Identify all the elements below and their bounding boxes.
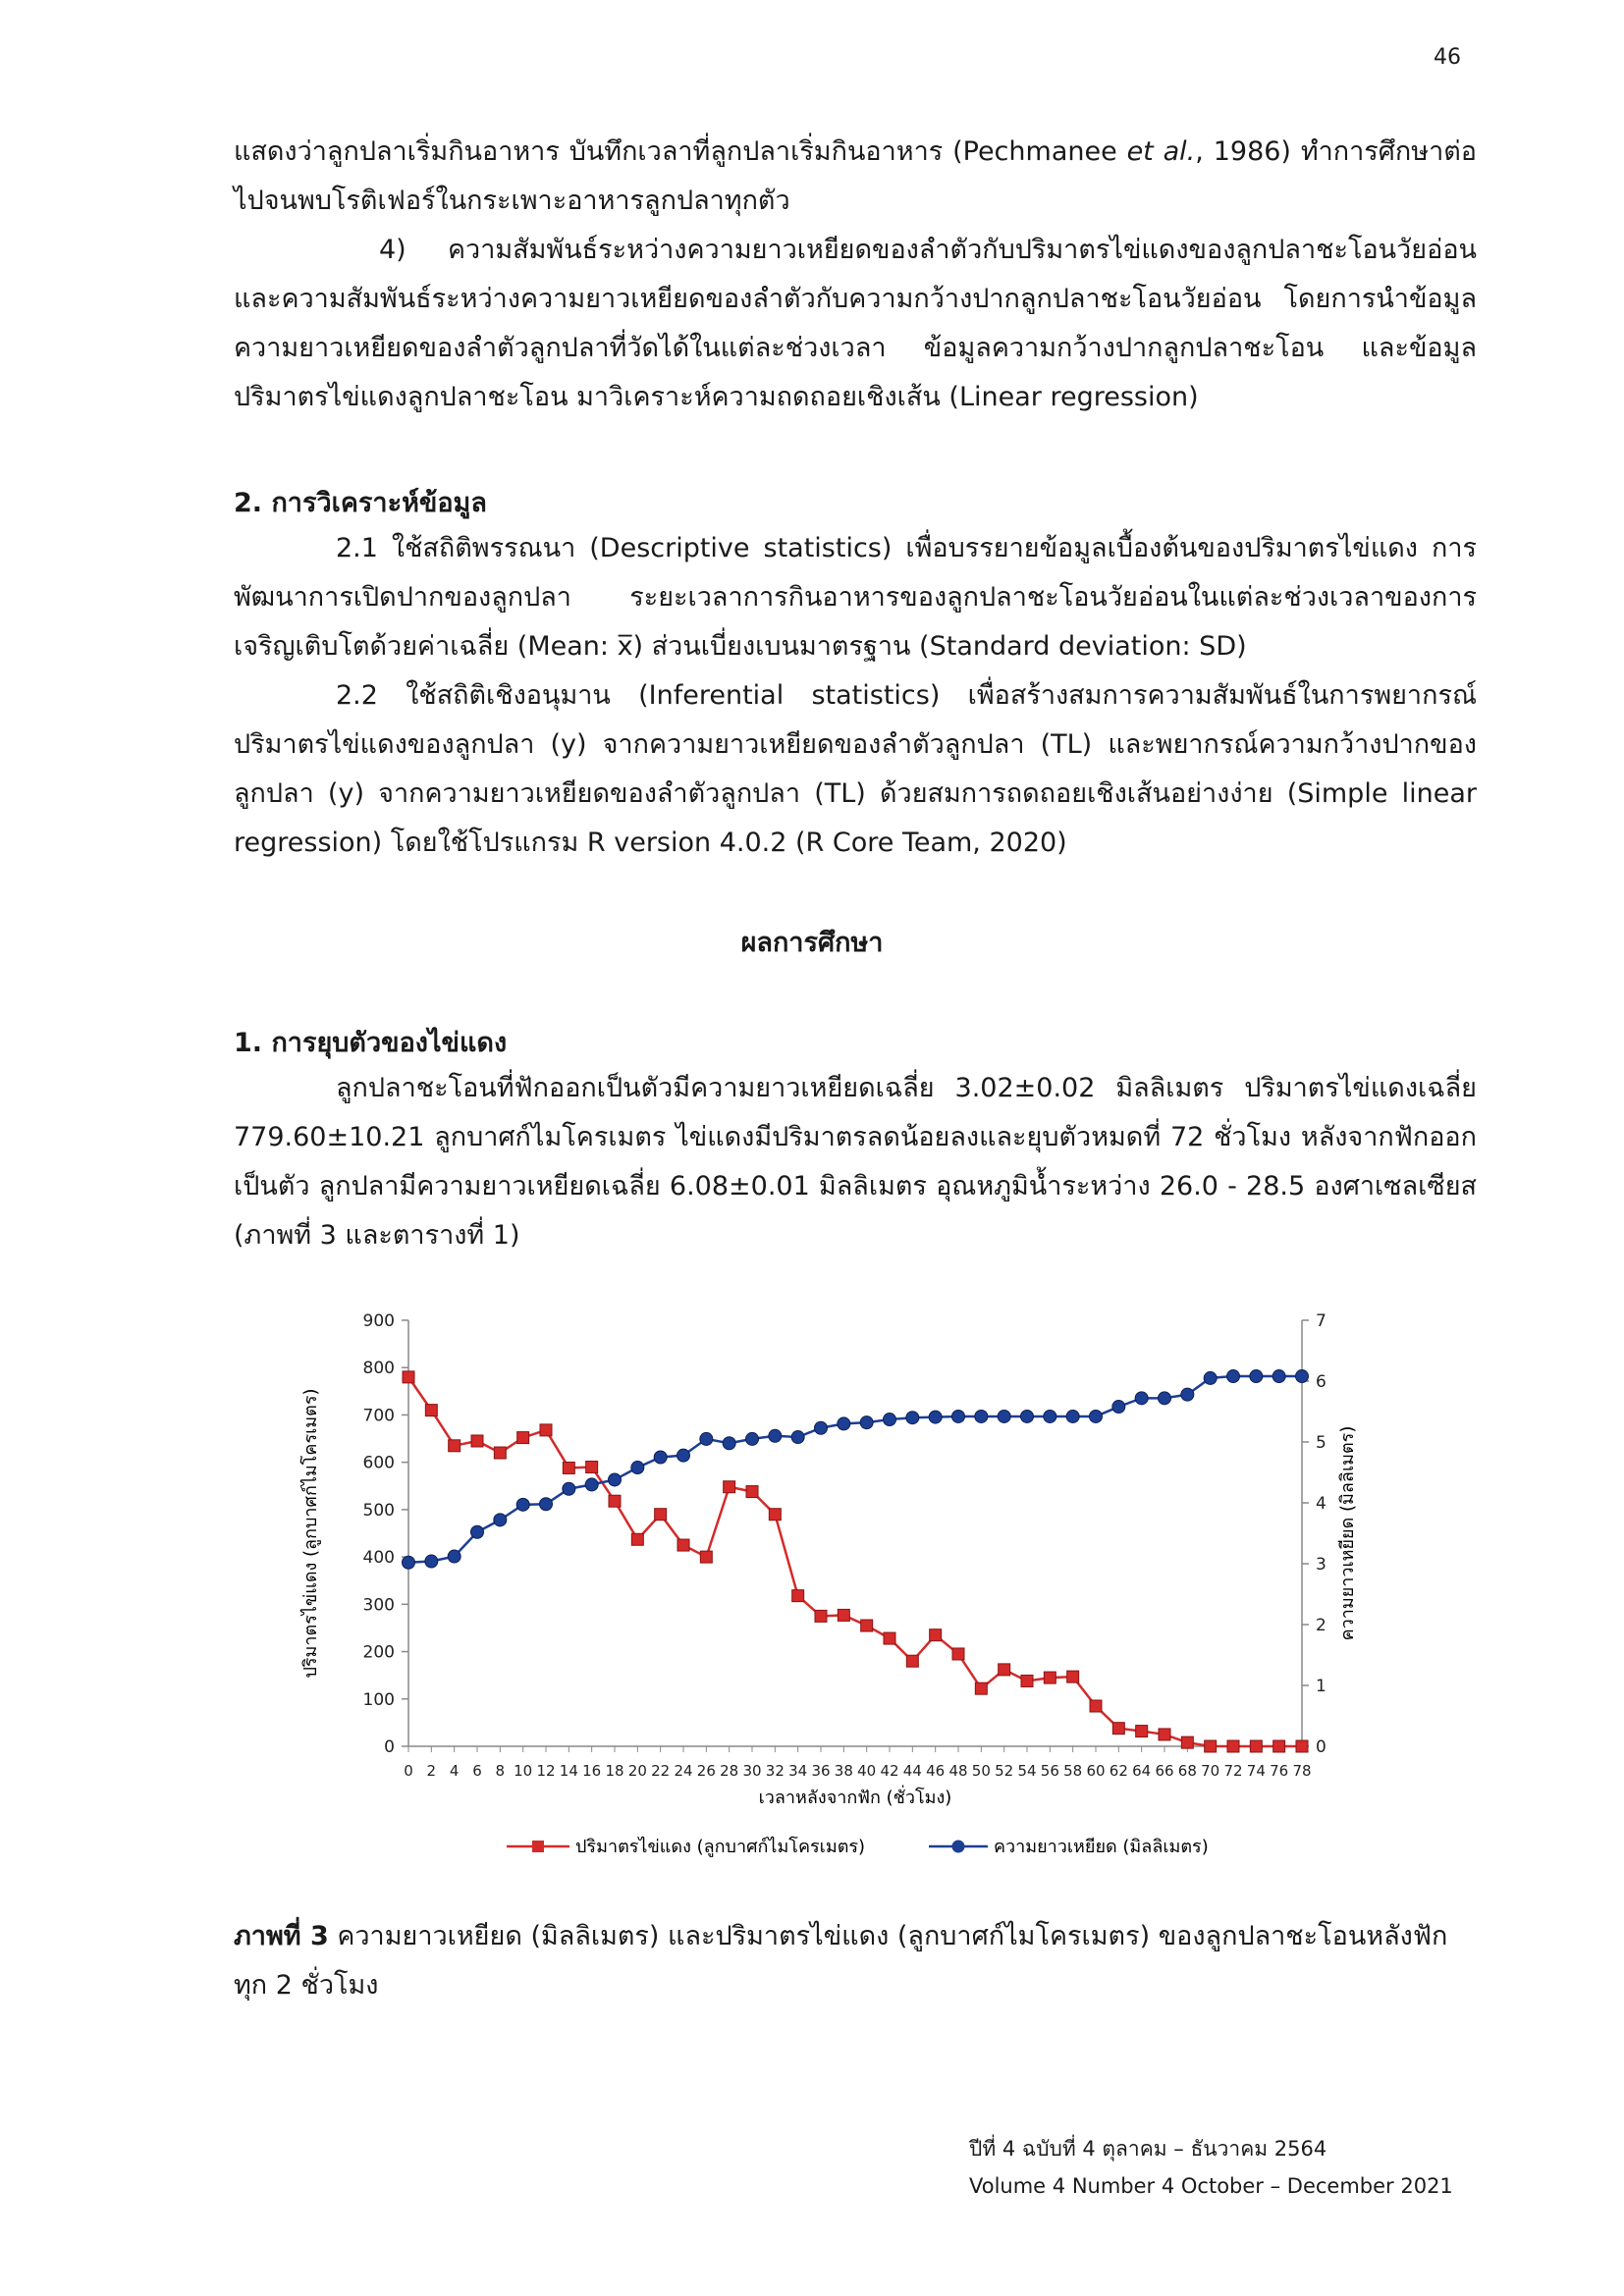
data-point-total-length [1227, 1370, 1240, 1383]
chart-y-axis-label-right: ความยาวเหยียด (มิลลิเมตร) [1337, 1425, 1358, 1641]
x-tick-label: 78 [1292, 1762, 1312, 1780]
data-point-yolk-volume [609, 1495, 621, 1507]
chart-svg [275, 1296, 1375, 1875]
series-line-1 [408, 1376, 1302, 1563]
paragraph-yolk-results: ลูกปลาชะโอนที่ฟักออกเป็นตัวมีความยาวเหยียดเฉลี่ย 3.02±0.02 มิลลิเมตร ปริมาตรไข่แดงเฉลี่ย 779.60±10.21 ลูกบาศก์ไมโครเมตร ไข่แดงมีปริมาตรลดน้อยลงและยุบตัวหมดที่ 72 ชั่วโมง หลังจากฟักออกเป็นตัว ลูกปลามีความยาวเหยียดเฉลี่ย 6.08±0.01 มิลลิเมตร อุณหภูมิน้ำระหว่าง 26.0 - 28.5 องศาเซลเซียส (ภาพที่ 3 และตารางที่ 1) [234, 1073, 1477, 1251]
figure-3-caption-label: ภาพที่ 3 [234, 1921, 329, 1951]
data-point-total-length [1272, 1370, 1285, 1383]
data-point-total-length [654, 1451, 667, 1464]
heading-results: ผลการศึกษา [740, 928, 884, 958]
x-tick-label: 60 [1086, 1762, 1106, 1780]
x-tick-label: 76 [1270, 1762, 1289, 1780]
data-point-yolk-volume [975, 1682, 987, 1694]
data-point-yolk-volume [952, 1648, 964, 1660]
data-point-total-length [448, 1550, 460, 1563]
data-point-total-length [516, 1498, 529, 1511]
x-tick-label: 12 [536, 1762, 556, 1780]
data-point-total-length [1159, 1392, 1171, 1405]
data-point-total-length [540, 1498, 553, 1511]
data-point-total-length [952, 1410, 965, 1422]
x-tick-label: 16 [582, 1762, 602, 1780]
chart-y-axis-label-left: ปริมาตรไข่แดง (ลูกบาศก์ไมโครเมตร) [300, 1388, 321, 1679]
data-point-yolk-volume [1296, 1740, 1308, 1752]
data-point-yolk-volume [403, 1371, 414, 1383]
data-point-yolk-volume [1227, 1740, 1239, 1752]
data-point-yolk-volume [655, 1509, 667, 1521]
data-point-yolk-volume [700, 1551, 712, 1563]
figure-3-chart [275, 1296, 1375, 1875]
data-point-total-length [1181, 1388, 1194, 1401]
data-point-yolk-volume [677, 1539, 689, 1551]
x-tick-label: 28 [720, 1762, 739, 1780]
data-point-yolk-volume [1136, 1726, 1148, 1737]
paragraph-feeding [234, 128, 1477, 226]
y-tick-left-label: 700 [362, 1406, 395, 1426]
x-tick-label: 54 [1017, 1762, 1037, 1780]
data-point-total-length [677, 1449, 690, 1462]
data-point-total-length [403, 1556, 415, 1569]
data-point-total-length [1135, 1392, 1148, 1405]
heading-yolk-absorption: 1. การยุบตัวของไข่แดง [234, 1028, 508, 1058]
y-tick-right-label: 3 [1316, 1555, 1326, 1575]
data-point-total-length [815, 1421, 828, 1434]
data-point-yolk-volume [449, 1440, 460, 1452]
y-tick-right-label: 5 [1316, 1433, 1326, 1453]
legend-label-yolk: ปริมาตรไข่แดง (ลูกบาศก์ไมโครเมตร) [575, 1837, 866, 1857]
x-tick-label: 52 [995, 1762, 1014, 1780]
y-tick-right-label: 4 [1316, 1494, 1326, 1514]
y-tick-right-label: 1 [1316, 1677, 1326, 1696]
x-tick-label: 36 [811, 1762, 831, 1780]
x-tick-label: 74 [1246, 1762, 1266, 1780]
x-tick-label: 22 [651, 1762, 671, 1780]
footer-volume-english: Volume 4 Number 4 October – December 2021 [969, 2174, 1453, 2198]
x-tick-label: 58 [1063, 1762, 1083, 1780]
data-point-total-length [1090, 1410, 1103, 1422]
paragraph-feeding-part1: แสดงว่าลูกปลาเริ่มกินอาหาร บันทึกเวลาที่ลูกปลาเริ่มกินอาหาร (Pechmanee [234, 136, 1127, 167]
data-point-total-length [884, 1414, 896, 1426]
x-tick-label: 68 [1177, 1762, 1197, 1780]
y-tick-left-label: 0 [384, 1737, 395, 1757]
figure-3-caption [234, 1912, 1477, 2010]
x-tick-label: 4 [449, 1762, 460, 1780]
data-point-yolk-volume [471, 1435, 483, 1447]
legend-marker-length [952, 1841, 965, 1853]
data-point-total-length [723, 1437, 735, 1450]
data-point-yolk-volume [1021, 1675, 1033, 1686]
x-tick-label: 38 [834, 1762, 853, 1780]
data-point-total-length [1296, 1370, 1309, 1383]
x-tick-label: 30 [742, 1762, 762, 1780]
data-point-yolk-volume [792, 1590, 804, 1602]
paragraph-feeding-part2: , 1986) ทำการศึกษาต่อไปจนพบโรติเฟอร์ในกระเพาะอาหารลูกปลาทุกตัว [234, 136, 1477, 216]
legend-label-length: ความยาวเหยียด (มิลลิเมตร) [994, 1837, 1209, 1857]
chart-legend [507, 1836, 1209, 1857]
data-point-yolk-volume [563, 1462, 574, 1473]
y-tick-right-label: 6 [1316, 1372, 1326, 1392]
data-point-total-length [838, 1417, 850, 1430]
x-tick-label: 26 [696, 1762, 716, 1780]
data-point-total-length [746, 1432, 759, 1445]
x-tick-label: 46 [926, 1762, 946, 1780]
x-tick-label: 32 [765, 1762, 785, 1780]
data-point-total-length [700, 1432, 713, 1445]
data-point-total-length [563, 1482, 575, 1495]
data-point-yolk-volume [815, 1610, 827, 1622]
x-tick-label: 10 [514, 1762, 533, 1780]
x-tick-label: 66 [1155, 1762, 1174, 1780]
x-tick-label: 14 [559, 1762, 578, 1780]
data-point-total-length [998, 1410, 1010, 1422]
data-point-total-length [494, 1514, 507, 1526]
x-tick-label: 20 [627, 1762, 647, 1780]
data-point-yolk-volume [1273, 1740, 1285, 1752]
data-point-total-length [1112, 1401, 1125, 1414]
x-tick-label: 50 [971, 1762, 991, 1780]
data-point-total-length [1066, 1410, 1079, 1422]
data-point-yolk-volume [631, 1533, 643, 1545]
data-point-yolk-volume [1067, 1671, 1079, 1682]
data-point-total-length [631, 1462, 644, 1474]
x-tick-label: 34 [788, 1762, 808, 1780]
x-tick-label: 18 [605, 1762, 624, 1780]
data-point-total-length [585, 1478, 598, 1491]
data-point-total-length [906, 1412, 919, 1424]
data-point-yolk-volume [1112, 1723, 1124, 1735]
y-tick-left-label: 200 [362, 1642, 395, 1663]
data-point-total-length [975, 1410, 988, 1422]
x-tick-label: 62 [1109, 1762, 1128, 1780]
data-point-total-length [929, 1411, 942, 1423]
x-tick-label: 0 [404, 1762, 413, 1780]
data-point-yolk-volume [1181, 1736, 1193, 1748]
chart-ticks [363, 1311, 1326, 1780]
data-point-yolk-volume [494, 1447, 506, 1459]
y-tick-left-label: 600 [362, 1453, 395, 1473]
y-tick-right-label: 0 [1316, 1737, 1326, 1757]
data-point-yolk-volume [1205, 1740, 1217, 1752]
x-tick-label: 6 [472, 1762, 482, 1780]
data-point-yolk-volume [1250, 1740, 1262, 1752]
y-tick-left-label: 900 [362, 1311, 395, 1331]
y-tick-left-label: 100 [362, 1689, 395, 1710]
data-point-yolk-volume [1090, 1700, 1102, 1712]
data-point-total-length [609, 1473, 622, 1486]
data-point-total-length [425, 1555, 438, 1568]
chart-axes [408, 1320, 1302, 1746]
y-tick-left-label: 300 [362, 1595, 395, 1616]
data-point-total-length [1044, 1410, 1056, 1422]
x-tick-label: 44 [902, 1762, 922, 1780]
x-tick-label: 70 [1201, 1762, 1220, 1780]
x-tick-label: 64 [1132, 1762, 1152, 1780]
data-point-total-length [1021, 1410, 1034, 1422]
paragraph-descriptive-stats: 2.1 ใช้สถิติพรรณนา (Descriptive statistics) เพื่อบรรยายข้อมูลเบื้องต้นของปริมาตรไข่แดง การพัฒนาการเปิดปากของลูกปลา ระยะเวลาการกินอาหารของลูกปลาชะโอนวัยอ่อนในแต่ละช่วงเวลาของการเจริญเติบโตด้วยค่าเฉลี่ย (Mean: x̅) ส่วนเบี่ยงเบนมาตรฐาน (Standard deviation: SD) [234, 533, 1477, 662]
data-point-total-length [791, 1431, 804, 1444]
x-tick-label: 48 [948, 1762, 968, 1780]
data-point-total-length [1204, 1371, 1217, 1384]
paragraph-regression: 4) ความสัมพันธ์ระหว่างความยาวเหยียดของลำตัวกับปริมาตรไข่แดงของลูกปลาชะโอนวัยอ่อน และความสัมพันธ์ระหว่างความยาวเหยียดของลำตัวกับความกว้างปากลูกปลาชะโอนวัยอ่อน โดยการนำข้อมูลความยาวเหยียดของลำตัวลูกปลาที่วัดได้ในแต่ละช่วงเวลา ข้อมูลความกว้างปากลูกปลาชะโอน และข้อมูลปริมาตรไข่แดงลูกปลาชะโอน มาวิเคราะห์ความถดถอยเชิงเส้น (Linear regression) [234, 235, 1477, 412]
data-point-yolk-volume [1044, 1672, 1056, 1683]
data-point-yolk-volume [540, 1424, 552, 1436]
paragraph-feeding-italic: et al. [1126, 136, 1196, 167]
y-tick-left-label: 500 [362, 1500, 395, 1521]
x-tick-label: 72 [1223, 1762, 1243, 1780]
data-point-yolk-volume [769, 1509, 781, 1521]
paragraph-inferential-stats: 2.2 ใช้สถิติเชิงอนุมาน (Inferential statistics) เพื่อสร้างสมการความสัมพันธ์ในการพยากรณ์ปริมาตรไข่แดงของลูกปลา (y) จากความยาวเหยียดของลำตัวลูกปลา (TL) และพยากรณ์ความกว้างปากของลูกปลา (y) จากความยาวเหยียดของลำตัวลูกปลา (TL) ด้วยสมการถดถอยเชิงเส้นอย่างง่าย (Simple linear regression) โดยใช้โปรแกรม R version 4.0.2 (R Core Team, 2020) [234, 680, 1477, 858]
data-point-total-length [1250, 1370, 1263, 1383]
data-point-yolk-volume [930, 1629, 942, 1641]
heading-data-analysis: 2. การวิเคราะห์ข้อมูล [234, 488, 487, 518]
page-number: 46 [1434, 45, 1461, 70]
data-point-yolk-volume [838, 1609, 849, 1621]
data-point-total-length [471, 1525, 484, 1538]
figure-3-caption-text: ความยาวเหยียด (มิลลิเมตร) และปริมาตรไข่แดง (ลูกบาศก์ไมโครเมตร) ของลูกปลาชะโอนหลังฟักทุก 2 ชั่วโมง [234, 1921, 1448, 2001]
chart-x-axis-label: เวลาหลังจากฟัก (ชั่วโมง) [758, 1788, 952, 1808]
y-tick-left-label: 400 [362, 1548, 395, 1569]
data-point-yolk-volume [586, 1461, 598, 1472]
x-tick-label: 24 [674, 1762, 693, 1780]
x-tick-label: 8 [495, 1762, 506, 1780]
data-point-total-length [860, 1416, 873, 1429]
data-point-yolk-volume [1159, 1729, 1170, 1740]
data-point-yolk-volume [861, 1620, 873, 1631]
data-point-yolk-volume [999, 1664, 1010, 1676]
data-point-total-length [769, 1429, 782, 1442]
footer-volume-thai: ปีที่ 4 ฉบับที่ 4 ตุลาคม – ธันวาคม 2564 [969, 2137, 1327, 2161]
data-point-yolk-volume [517, 1432, 529, 1444]
x-tick-label: 40 [857, 1762, 877, 1780]
y-tick-left-label: 800 [362, 1359, 395, 1379]
data-point-yolk-volume [746, 1486, 758, 1498]
x-tick-label: 56 [1040, 1762, 1059, 1780]
legend-marker-yolk [532, 1841, 544, 1852]
chart-series-markers [403, 1370, 1309, 1752]
x-tick-label: 42 [880, 1762, 899, 1780]
data-point-yolk-volume [724, 1481, 735, 1493]
x-tick-label: 2 [426, 1762, 437, 1780]
data-point-yolk-volume [884, 1632, 895, 1644]
data-point-yolk-volume [906, 1655, 918, 1667]
y-tick-right-label: 2 [1316, 1616, 1326, 1635]
data-point-yolk-volume [425, 1405, 437, 1416]
y-tick-right-label: 7 [1316, 1311, 1326, 1331]
